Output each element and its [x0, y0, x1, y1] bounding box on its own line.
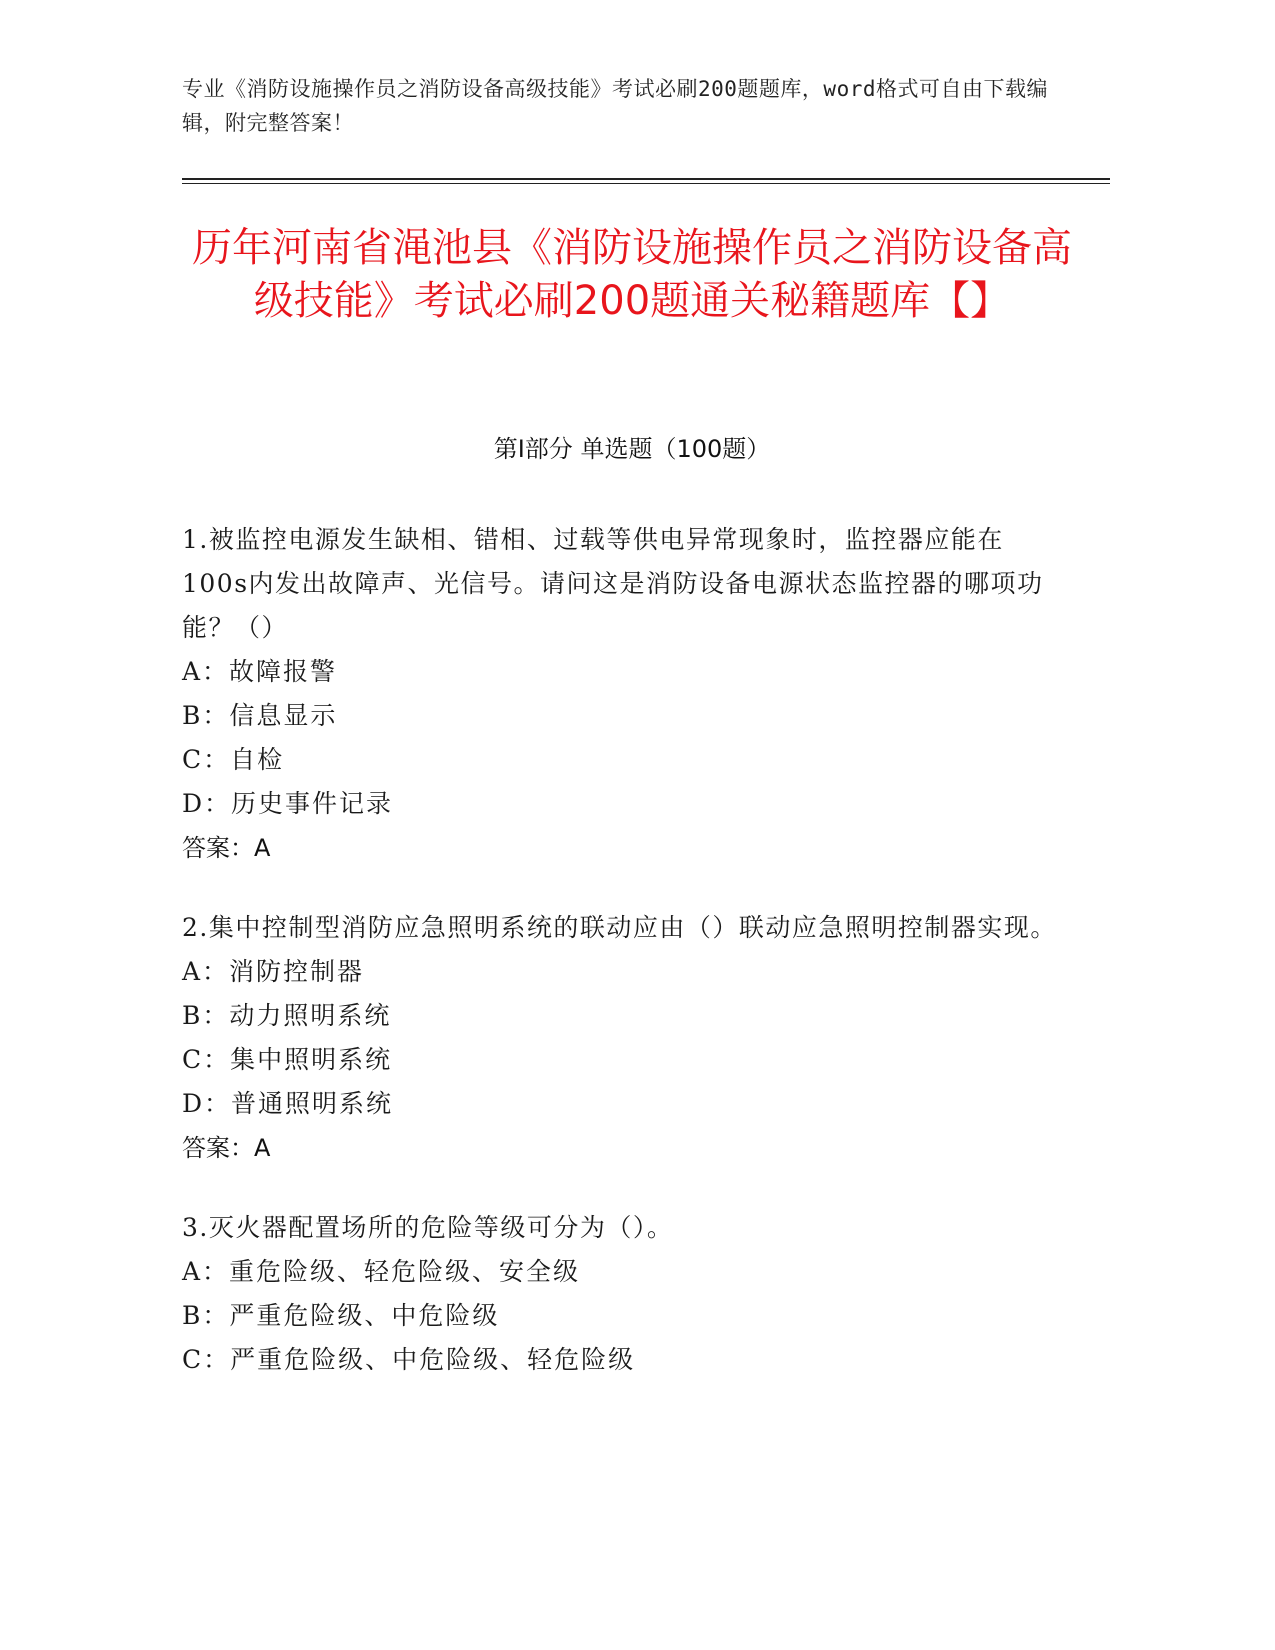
option-b: B：动力照明系统	[182, 1001, 392, 1030]
option-a: A：消防控制器	[182, 957, 365, 986]
option-b: B：信息显示	[182, 701, 338, 730]
option-a: A：重危险级、轻危险级、安全级	[182, 1257, 581, 1286]
question-stem: 1.被监控电源发生缺相、错相、过载等供电异常现象时，监控器应能在100s内发出故障声、光信号。请问这是消防设备电源状态监控器的哪项功能？（）	[182, 525, 1044, 642]
question-stem: 2.集中控制型消防应急照明系统的联动应由（）联动应急照明控制器实现。	[182, 913, 1057, 942]
question-item	[182, 906, 1062, 1170]
answer: 答案：A	[182, 834, 271, 862]
option-a: A：故障报警	[182, 657, 338, 686]
option-d: D：历史事件记录	[182, 789, 394, 818]
question-item	[182, 518, 1062, 870]
header-divider-thick	[182, 178, 1110, 180]
header-divider-thin	[182, 183, 1110, 184]
option-c: C：自检	[182, 745, 285, 774]
question-item	[182, 1206, 1062, 1382]
question-stem: 3.灭火器配置场所的危险等级可分为（）。	[182, 1213, 674, 1242]
option-b: B：严重危险级、中危险级	[182, 1301, 500, 1330]
question-list	[182, 518, 1062, 1418]
option-c: C：严重危险级、中危险级、轻危险级	[182, 1345, 636, 1374]
section-title: 第Ⅰ部分 单选题（100题）	[493, 435, 771, 463]
answer: 答案：A	[182, 1134, 271, 1162]
header-note: 专业《消防设施操作员之消防设备高级技能》考试必刷200题题库，word格式可自由下载编辑，附完整答案！	[182, 77, 1048, 135]
document-title: 历年河南省渑池县《消防设施操作员之消防设备高级技能》考试必刷200题通关秘籍题库【】	[192, 225, 1072, 324]
option-c: C：集中照明系统	[182, 1045, 393, 1074]
option-d: D：普通照明系统	[182, 1089, 394, 1118]
